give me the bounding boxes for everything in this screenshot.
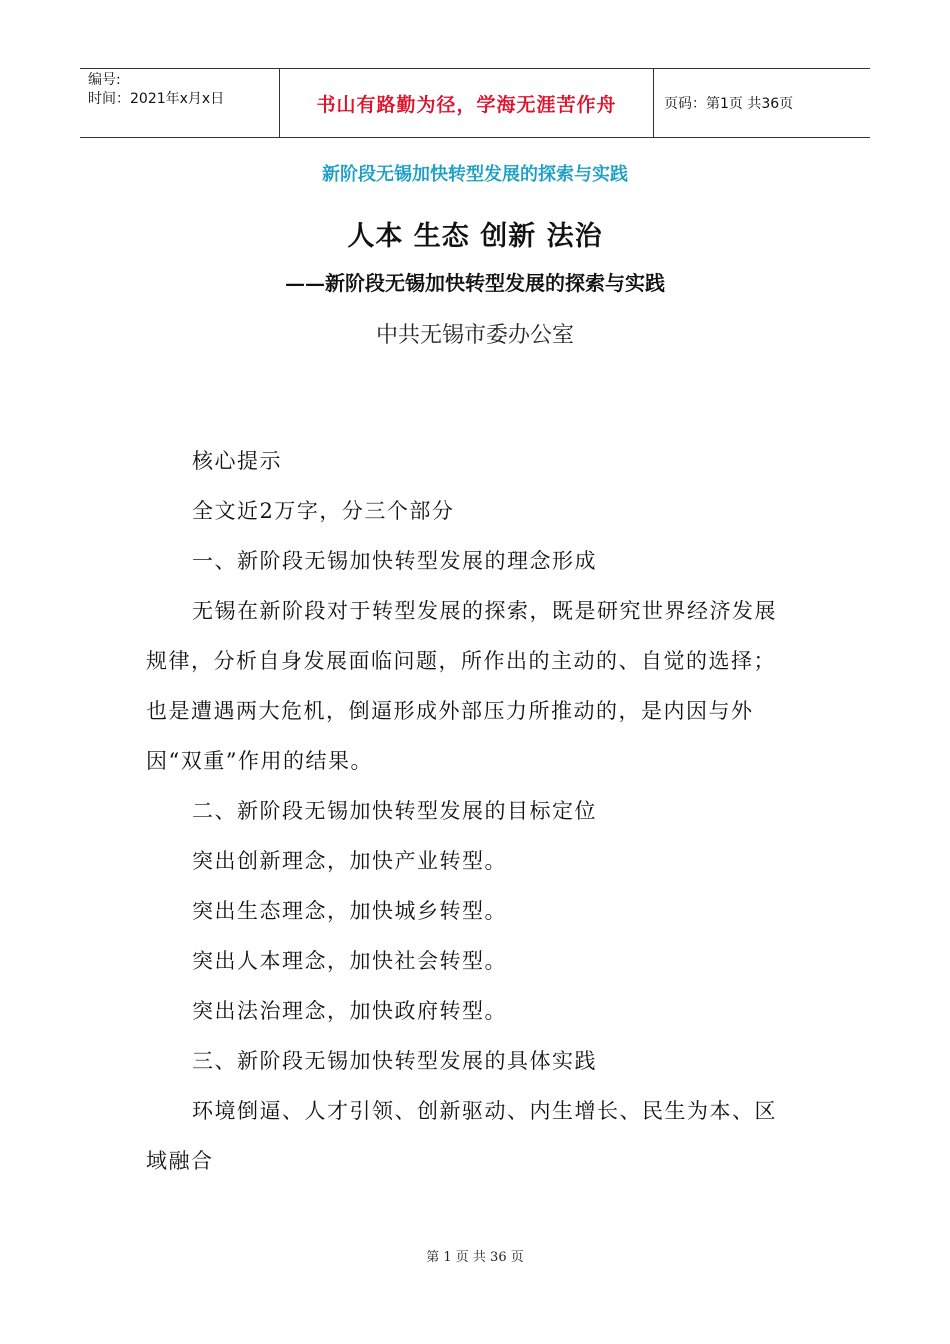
page-title: 人本 生态 创新 法治 xyxy=(347,221,603,252)
page-footer: 第 1 页 共 36 页 xyxy=(426,1250,524,1265)
header-motto: 书山有路勤为径，学海无涯苦作舟 xyxy=(316,93,617,116)
document-header-title: 新阶段无锡加快转型发展的探索与实践 xyxy=(322,164,628,185)
paragraph: 突出生态理念，加快城乡转型。 xyxy=(192,899,507,923)
section-heading: 一、新阶段无锡加快转型发展的理念形成 xyxy=(192,549,597,573)
author-line: 中共无锡市委办公室 xyxy=(375,323,574,348)
paragraph: 无锡在新阶段对于转型发展的探索，既是研究世界经济发展规律，分析自身发展面临问题，所作出的主动的、自觉的选择；也是遭遇两大危机，倒逼形成外部压力所推动的，是内因与外因“双重”作用的结果。 xyxy=(146,599,777,773)
document-number-label: 编号: xyxy=(88,72,121,88)
paragraph: 突出创新理念，加快产业转型。 xyxy=(192,849,507,873)
section-heading: 二、新阶段无锡加快转型发展的目标定位 xyxy=(192,799,597,823)
paragraph: 全文近2万字，分三个部分 xyxy=(192,499,455,523)
section-heading: 三、新阶段无锡加快转型发展的具体实践 xyxy=(192,1049,597,1073)
body-text xyxy=(146,436,796,1186)
paragraph: 突出法治理念，加快政府转型。 xyxy=(192,999,507,1023)
paragraph: 环境倒逼、人才引领、创新驱动、内生增长、民生为本、区域融合 xyxy=(146,1099,777,1173)
paragraph: 核心提示 xyxy=(192,449,282,473)
page-subtitle: ——新阶段无锡加快转型发展的探索与实践 xyxy=(285,271,665,295)
header-page-cell xyxy=(654,69,870,137)
header-page-info: 页码：第1页 共36页 xyxy=(664,96,794,112)
document-time-label: 时间：2021年x月x日 xyxy=(88,91,225,107)
header-motto-cell xyxy=(280,69,654,137)
header-left-cell xyxy=(80,69,280,137)
header-table xyxy=(80,68,870,138)
paragraph: 突出人本理念，加快社会转型。 xyxy=(192,949,507,973)
